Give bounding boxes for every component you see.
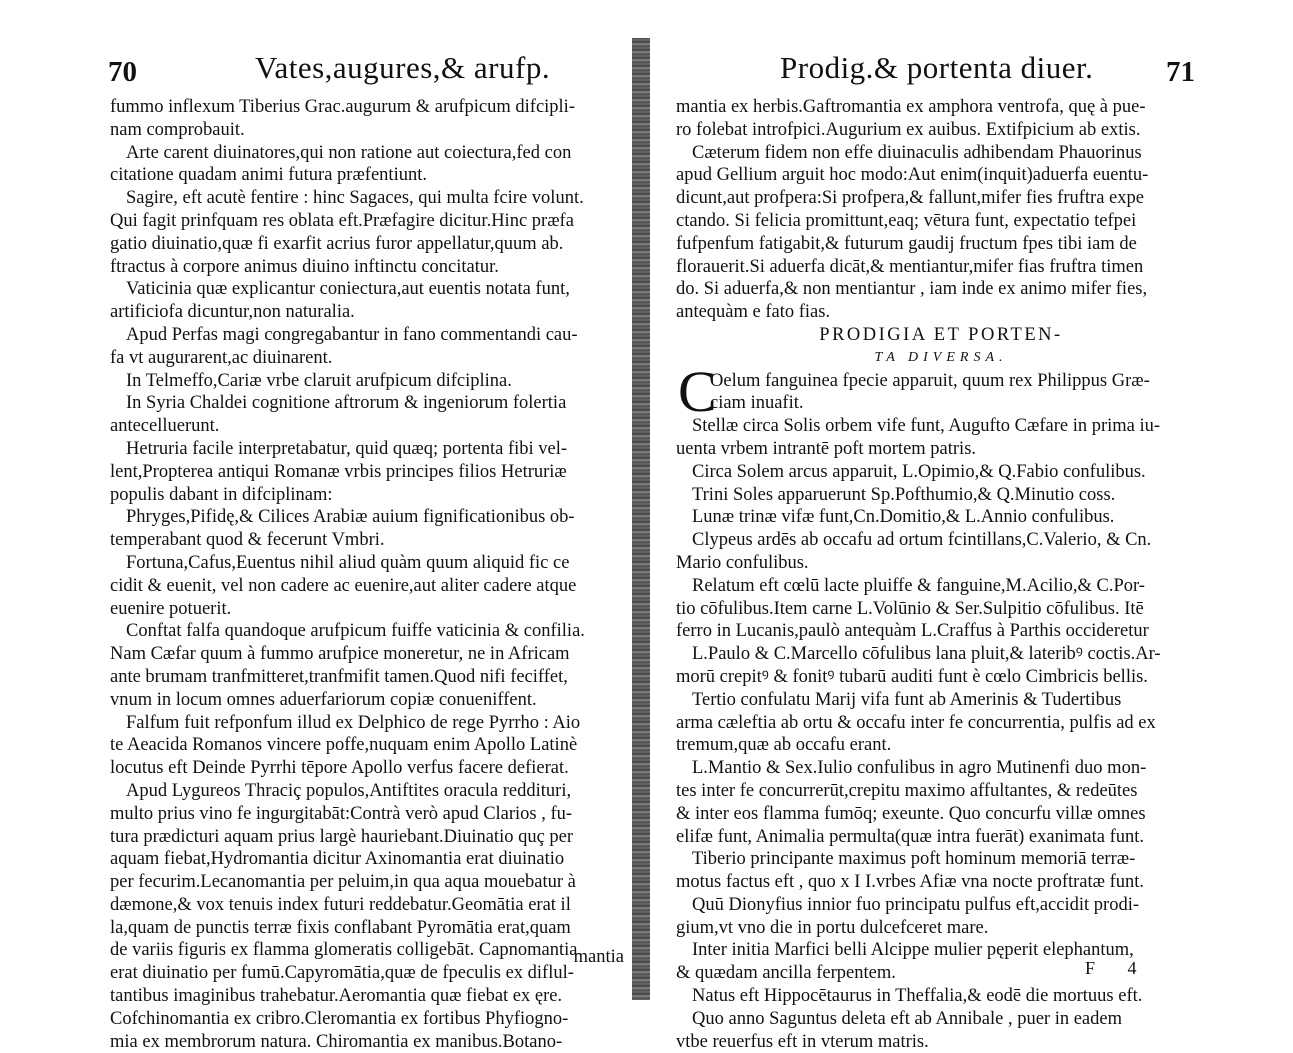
text-line: gium,vt vno die in portu dulcefceret mare. xyxy=(676,917,989,938)
text-line: uenta vrbem intrantē poft mortem patris. xyxy=(676,438,977,459)
text-line: Sagire, eft acutè fentire : hinc Sagaces, qui multa fcire volunt. xyxy=(126,188,584,209)
text-line: Quū Dionyfius innior fuo principatu pulfus eft,accidit prodi- xyxy=(692,894,1139,915)
text-line: multo prius vino fe ingurgitabāt:Contrà verò apud Clarios , fu- xyxy=(110,803,573,824)
text-line: tremum,quæ ab occafu erant. xyxy=(676,735,892,756)
text-line: fa vt augurarent,ac diuinarent. xyxy=(110,347,333,368)
text-line: ante brumam tranfmitteret,tranfmifit tamen.Quod nifi feciffet, xyxy=(110,666,568,687)
text-line: populis dabant in difciplinam: xyxy=(110,484,333,505)
left-page-body xyxy=(110,96,630,1053)
text-line: cidit & euenit, vel non cadere ac euenire,aut aliter cadere atque xyxy=(110,575,577,596)
text-line: arma cæleftia ab ortu & occafu inter fe concurrentia, pulfis ad ex xyxy=(676,712,1156,733)
text-line: Cæterum fidem non effe diuinaculis adhibendam Phauorinus xyxy=(692,142,1142,163)
text-line: aquam fiebat,Hydromantia dicitur Axinomantia erat diuinatio xyxy=(110,849,565,870)
dropcap-paragraph xyxy=(676,358,1206,424)
right-running-head: Prodig.& portenta diuer. xyxy=(780,50,1094,85)
right-page-number: 71 xyxy=(1166,56,1195,88)
text-line: elifæ funt, Animalia permulta(quæ intra fuerāt) exanimata funt. xyxy=(676,826,1145,847)
text-line: Falfum fuit refponfum illud ex Delphico de rege Pyrrho : Aio xyxy=(126,712,581,733)
text-line: Apud Lygureos Thraciç populos,Antiftites oracula reddituri, xyxy=(126,780,572,801)
text-line: apud Gellium arguit hoc modo:Aut enim(inquit)aduerfa euentu- xyxy=(676,165,1149,186)
section-title-line-2: TA DIVERSA. xyxy=(874,349,1008,365)
text-line: de variis figuris ex flamma glomeratis colligebāt. Capnomantia xyxy=(110,940,578,961)
text-line: Arte carent diuinatores,qui non ratione aut coiectura,fed con xyxy=(126,142,572,163)
text-line: per fecurim.Lecanomantia per peluim,in qua aqua mouebatur à xyxy=(110,872,576,893)
text-line: citatione quadam animi futura præfentiunt. xyxy=(110,165,427,186)
text-line: Trini Soles apparuerunt Sp.Pofthumio,& Q.Minutio coss. xyxy=(692,484,1116,505)
text-line: tura prædicturi aquam prius largè hauriebant.Diuinatio quç per xyxy=(110,826,574,847)
text-line: florauerit.Si aduerfa dicāt,& mentiantur,mifer fias fruftra timen xyxy=(676,256,1144,277)
text-line: morū crepitꝰ & fonitꝰ tubarū auditi funt è cœlo Cimbricis bellis. xyxy=(676,666,1148,687)
text-line: & quædam ancilla ferpentem. xyxy=(676,963,896,984)
text-line: temperabant quod & fecerunt Vmbri. xyxy=(110,530,385,551)
left-catchword: mantia xyxy=(573,947,624,967)
text-line: Clypeus ardēs ab occafu ad ortum fcintillans,C.Valerio, & Cn. xyxy=(692,530,1152,551)
text-line: antecelluerunt. xyxy=(110,416,220,437)
drop-capital: C xyxy=(678,358,717,424)
right-page-body xyxy=(676,96,1206,1053)
text-line: euenire potuerit. xyxy=(110,598,232,619)
text-line: In Telmeffo,Cariæ vrbe claruit arufpicum difciplina. xyxy=(126,370,512,391)
left-page-number: 70 xyxy=(108,56,137,88)
text-line: ro folebat introfpici.Augurium ex auibus. Extifpicium ab extis. xyxy=(676,119,1141,140)
text-line: L.Mantio & Sex.Iulio confulibus in agro Mutinenfi duo mon- xyxy=(692,758,1147,779)
text-line: dæmone,& vox tenuis index futuri reddebatur.Geomātia erat il xyxy=(110,894,571,915)
text-line: Cofchinomantia ex cribro.Cleromantia ex fortibus Phyfiogno- xyxy=(110,1008,569,1029)
text-line: vtbe reuerfus eft in vterum matris. xyxy=(676,1031,929,1052)
right-page xyxy=(648,0,1293,1052)
text-line: gatio diuinatio,quæ fi exarfit acrius furor appellatur,quum ab. xyxy=(110,233,564,254)
text-line: Inter initia Marfici belli Alcippe mulier pęperit elephantum, xyxy=(692,940,1134,961)
text-line: ctando. Si felicia promittunt,eaq; vētura funt, expectatio tefpei xyxy=(676,210,1137,231)
text-line: fufpenfum fatigabit,& futurum gaudij fructum fpes tibi iam de xyxy=(676,233,1137,254)
text-line: locutus eft Deinde Pyrrhi tēpore Apollo verfus facere defierat. xyxy=(110,758,569,779)
text-line: Hetruria facile interpretabatur, quid quæq; portenta fibi vel- xyxy=(126,438,568,459)
left-page xyxy=(0,0,636,1052)
text-line: Stellæ circa Solis orbem vife funt, Augufto Cæfare in prima iu- xyxy=(692,416,1161,437)
text-line: tantibus imaginibus trahebatur.Aeromantia quæ fiebat ex ęre. xyxy=(110,986,563,1007)
text-line: la,quam de punctis terræ fixis conflabant Pyromātia erat,quam xyxy=(110,917,571,938)
text-line: mantia ex herbis.Gaftromantia ex amphora ventrofa, quę à pue- xyxy=(676,97,1146,117)
text-line: erat diuinatio per fumū.Capyromātia,quæ de fpeculis ex diflul- xyxy=(110,963,574,984)
text-line: Vaticinia quæ explicantur coniectura,aut euentis notata funt, xyxy=(126,279,570,300)
text-line: antequàm e fato fias. xyxy=(676,302,831,323)
text-line: Relatum eft cœlū lacte pluiffe & fanguine,M.Acilio,& C.Por- xyxy=(692,575,1145,596)
text-line: L.Paulo & C.Marcello cōfulibus lana pluit,& lateribꝰ coctis.Ar- xyxy=(692,644,1161,665)
text-line: vnum in locum omnes aduerfariorum copiæ conueniffent. xyxy=(110,689,537,710)
text-line: motus factus eft , quo x I I.vrbes Afiæ vna nocte proftratæ funt. xyxy=(676,872,1145,893)
text-line: Nam Cæfar quum à fummo arufpice moneretur, ne in Africam xyxy=(110,644,570,665)
dropcap-line-1: Oelum fanguinea fpecie apparuit, quum rex Philippus Græ- xyxy=(710,370,1150,391)
text-line: tes inter fe concurrerūt,crepitu maximo affultantes, & redeūtes xyxy=(676,780,1138,801)
text-line: ftractus à corpore animus diuino inftinctu concitatur. xyxy=(110,256,499,277)
text-line: te Aeacida Romanos vincere poffe,nuquam enim Apollo Latinè xyxy=(110,735,578,756)
text-line: lent,Propterea antiqui Romanæ vrbis principes filios Hetruriæ xyxy=(110,461,567,482)
text-line: & inter eos flamma fumōq; exeunte. Quo concurfu villæ omnes xyxy=(676,803,1146,824)
text-line: Mario confulibus. xyxy=(676,552,809,573)
text-line: Tertio confulatu Marij vifa funt ab Amerinis & Tudertibus xyxy=(692,689,1122,710)
text-line: tio cōfulibus.Item carne L.Volūnio & Ser.Sulpitio cōfulibus. Itē xyxy=(676,598,1144,619)
text-line: Phryges,Pifidę,& Cilices Arabiæ auium fignificationibus ob- xyxy=(126,507,575,528)
text-line: mia ex membrorum natura. Chiromantia ex manibus.Botano- xyxy=(110,1031,563,1052)
text-line: Lunæ trinæ vifæ funt,Cn.Domitio,& L.Annio confulibus. xyxy=(692,507,1115,528)
text-line: Apud Perfas magi congregabantur in fano commentandi cau- xyxy=(126,324,578,345)
text-line: Conftat falfa quandoque arufpicum fuiffe vaticinia & confilia. xyxy=(126,621,585,642)
section-title-line-1: PRODIGIA ET PORTEN- xyxy=(819,324,1063,345)
text-line: artificiofa dicuntur,non naturalia. xyxy=(110,302,355,323)
text-line: Quo anno Saguntus deleta eft ab Annibale , puer in eadem xyxy=(692,1008,1122,1029)
text-line: fummo inflexum Tiberius Grac.augurum & arufpicum difcipli- xyxy=(110,97,575,117)
signature-mark: F 4 xyxy=(1085,958,1151,978)
text-line: Fortuna,Cafus,Euentus nihil aliud quàm quum aliquid fic ce xyxy=(126,552,570,573)
text-line: Qui fagit prinfquam res oblata eft.Præfagire dicitur.Hinc præfa xyxy=(110,210,574,231)
text-line: Natus eft Hippocētaurus in Theffalia,& eodē die mortuus eft. xyxy=(692,986,1143,1007)
dropcap-line-2: ciam inuafit. xyxy=(710,393,804,414)
left-running-head: Vates,augures,& arufp. xyxy=(255,50,551,85)
text-line: In Syria Chaldei cognitione aftrorum & ingeniorum folertia xyxy=(126,393,567,414)
text-line: dicunt,aut profpera:Si profpera,& fallunt,mifer fies fruftra expe xyxy=(676,188,1144,209)
right-top-block xyxy=(676,96,1206,324)
text-line: nam comprobauit. xyxy=(110,119,245,140)
text-line: ferro in Lucanis,paulò antequàm L.Craffus à Parthis occideretur xyxy=(676,621,1149,642)
text-line: do. Si aduerfa,& non mentiantur , iam inde ex animo mifer fies, xyxy=(676,279,1148,300)
text-line: Tiberio principante maximus poft hominum memoriā terræ- xyxy=(692,849,1136,870)
text-line: Circa Solem arcus apparuit, L.Opimio,& Q.Fabio confulibus. xyxy=(692,461,1146,482)
